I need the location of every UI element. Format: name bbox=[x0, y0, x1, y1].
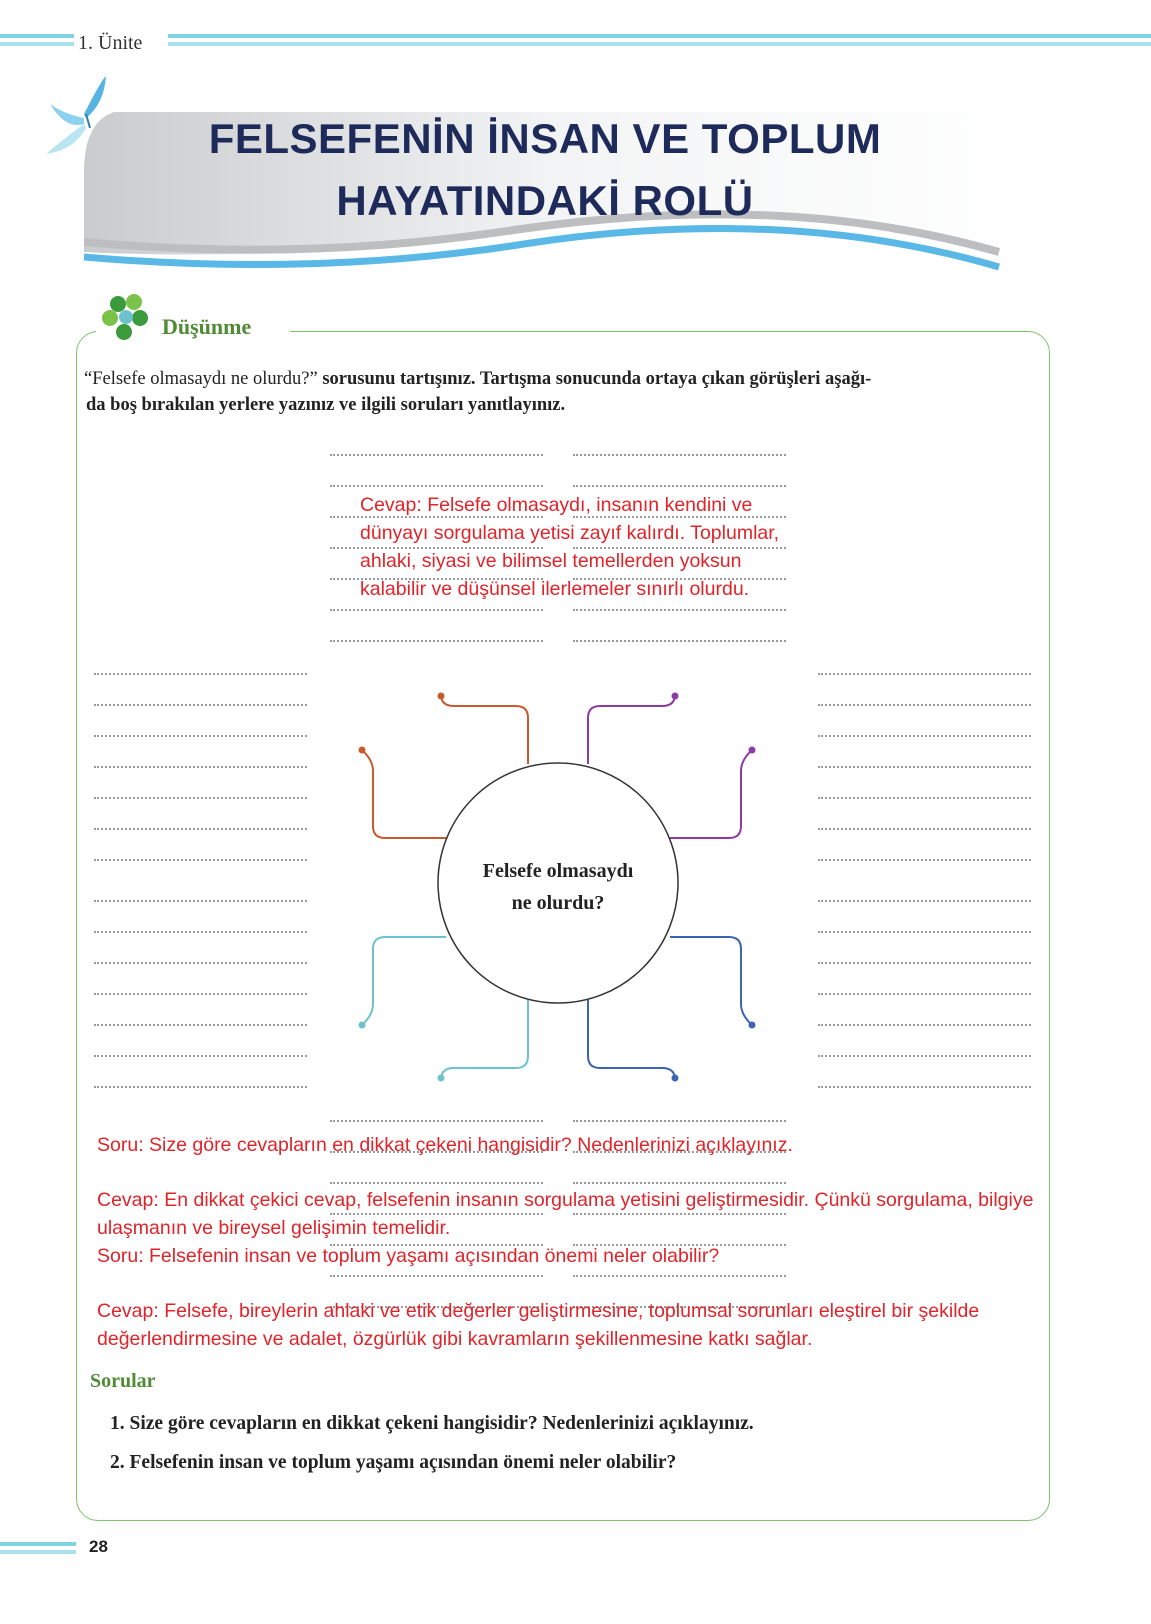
intro-text bbox=[84, 366, 1044, 418]
answer-top-line-2: dünyayı sorgulama yetisi zayıf kalırdı. Toplumlar, bbox=[360, 522, 780, 544]
dotted-line bbox=[330, 454, 543, 456]
answer-top-line-4: kalabilir ve düşünsel ilerlemeler sınırlı olurdu. bbox=[360, 578, 750, 600]
dotted-line bbox=[818, 859, 1031, 861]
dotted-line bbox=[94, 962, 307, 964]
dotted-line bbox=[573, 1120, 786, 1122]
branch-dot bbox=[438, 1075, 445, 1082]
answer-top-line-1: Cevap: Felsefe olmasaydı, insanın kendini ve bbox=[360, 494, 753, 516]
header-stripe-right-2 bbox=[168, 42, 1151, 46]
dotted-line bbox=[330, 640, 543, 642]
dotted-line bbox=[573, 1182, 786, 1184]
branch-teal-left bbox=[362, 937, 446, 1025]
dotted-line bbox=[94, 859, 307, 861]
dotted-line bbox=[330, 1275, 543, 1277]
answer-1-line-2: ulaşmanın ve bireysel gelişimin temelidir. bbox=[97, 1217, 451, 1239]
dotted-line bbox=[573, 454, 786, 456]
branch-purple-right bbox=[670, 750, 752, 838]
dotted-line bbox=[94, 931, 307, 933]
answer-question-2: Soru: Felsefenin insan ve toplum yaşamı açısından önemi neler olabilir? bbox=[97, 1245, 720, 1267]
branch-dot bbox=[672, 1075, 679, 1082]
page-title bbox=[130, 108, 960, 232]
answer-1-line-1: Cevap: En dikkat çekici cevap, felsefenin insanın sorgulama yetisini geliştirmesidir. Çünkü sorgulama, bilgiye bbox=[97, 1189, 1034, 1211]
dotted-line bbox=[818, 1055, 1031, 1057]
answer-2-line-1: Cevap: Felsefe, bireylerin ahlaki ve etik değerler geliştirmesine, toplumsal sorunları eleştirel bir şekilde bbox=[97, 1300, 980, 1322]
footer-stripe-2 bbox=[0, 1550, 76, 1554]
dotted-line bbox=[818, 828, 1031, 830]
dotted-line bbox=[94, 704, 307, 706]
dotted-line bbox=[94, 1024, 307, 1026]
dotted-line bbox=[818, 1024, 1031, 1026]
dotted-line bbox=[573, 1275, 786, 1277]
dotted-line bbox=[330, 485, 543, 487]
title-line-1: FELSEFENİN İNSAN VE TOPLUM bbox=[208, 115, 882, 162]
answer-2 bbox=[97, 1297, 979, 1353]
branch-orange-top bbox=[441, 696, 528, 764]
dotted-line bbox=[94, 797, 307, 799]
center-question-line-2: ne olurdu? bbox=[511, 892, 605, 914]
branch-dot bbox=[672, 693, 679, 700]
section-label: Düşünme bbox=[162, 314, 252, 339]
dotted-line bbox=[818, 673, 1031, 675]
intro-quote: “Felsefe olmasaydı ne olurdu?” bbox=[84, 369, 318, 389]
unit-label: 1. Ünite bbox=[78, 32, 143, 54]
center-question bbox=[433, 855, 683, 919]
dotted-line bbox=[818, 766, 1031, 768]
dotted-line bbox=[818, 797, 1031, 799]
dotted-line bbox=[94, 900, 307, 902]
header-stripe-left bbox=[0, 34, 74, 38]
butterfly-icon bbox=[44, 74, 114, 158]
dotted-line bbox=[94, 828, 307, 830]
dotted-line bbox=[94, 993, 307, 995]
dotted-line bbox=[94, 673, 307, 675]
dotted-line bbox=[573, 485, 786, 487]
dotted-line bbox=[94, 1086, 307, 1088]
branch-teal-bottom bbox=[441, 1000, 528, 1078]
dotted-line bbox=[94, 766, 307, 768]
answer-1 bbox=[97, 1186, 1033, 1270]
center-question-line-1: Felsefe olmasaydı bbox=[482, 860, 634, 882]
dotted-line bbox=[818, 1086, 1031, 1088]
answer-question-1: Soru: Size göre cevapların en dikkat çekeni hangisidir? Nedenlerinizi açıklayınız. bbox=[97, 1134, 793, 1156]
branch-dot bbox=[359, 747, 366, 754]
dotted-line bbox=[818, 962, 1031, 964]
dotted-line bbox=[330, 1120, 543, 1122]
footer-stripe bbox=[0, 1542, 76, 1546]
dotted-line bbox=[818, 704, 1031, 706]
page-number: 28 bbox=[89, 1537, 108, 1556]
dotted-line bbox=[94, 1055, 307, 1057]
branch-dot bbox=[749, 747, 756, 754]
dotted-line bbox=[818, 900, 1031, 902]
branch-dot bbox=[749, 1022, 756, 1029]
flower-icon bbox=[100, 292, 156, 340]
header-stripe-right bbox=[168, 34, 1151, 38]
answer-top bbox=[360, 491, 779, 603]
dotted-line bbox=[94, 735, 307, 737]
title-line-2: HAYATINDAKİ ROLÜ bbox=[336, 177, 754, 224]
question-1: 1. Size göre cevapların en dikkat çekeni hangisidir? Nedenlerinizi açıklayınız. bbox=[110, 1413, 754, 1434]
intro-rest-line1: sorusunu tartışınız. Tartışma sonucunda ortaya çıkan görüşleri aşağı- bbox=[317, 369, 872, 389]
branch-blue-bottom bbox=[588, 1000, 675, 1078]
dotted-line bbox=[818, 931, 1031, 933]
branch-blue-right bbox=[670, 937, 752, 1025]
branch-orange-left bbox=[362, 750, 446, 838]
header-stripe-left-2 bbox=[0, 42, 74, 46]
answer-2-line-2: değerlendirmesine ve adalet, özgürlük gibi kavramların şekillenmesine katkı sağlar. bbox=[97, 1328, 813, 1350]
intro-line2: da boş bırakılan yerlere yazınız ve ilgili soruları yanıtlayınız. bbox=[86, 395, 566, 415]
dotted-line bbox=[330, 609, 543, 611]
branch-dot bbox=[359, 1022, 366, 1029]
branch-purple-top bbox=[588, 696, 675, 764]
dotted-line bbox=[330, 1182, 543, 1184]
question-2: 2. Felsefenin insan ve toplum yaşamı açısından önemi neler olabilir? bbox=[110, 1452, 677, 1473]
dotted-line bbox=[573, 640, 786, 642]
answer-top-line-3: ahlaki, siyasi ve bilimsel temellerden yoksun bbox=[360, 550, 742, 572]
dotted-line bbox=[573, 609, 786, 611]
questions-heading: Sorular bbox=[90, 1370, 156, 1392]
branch-dot bbox=[438, 693, 445, 700]
dotted-line bbox=[818, 735, 1031, 737]
dotted-line bbox=[818, 993, 1031, 995]
